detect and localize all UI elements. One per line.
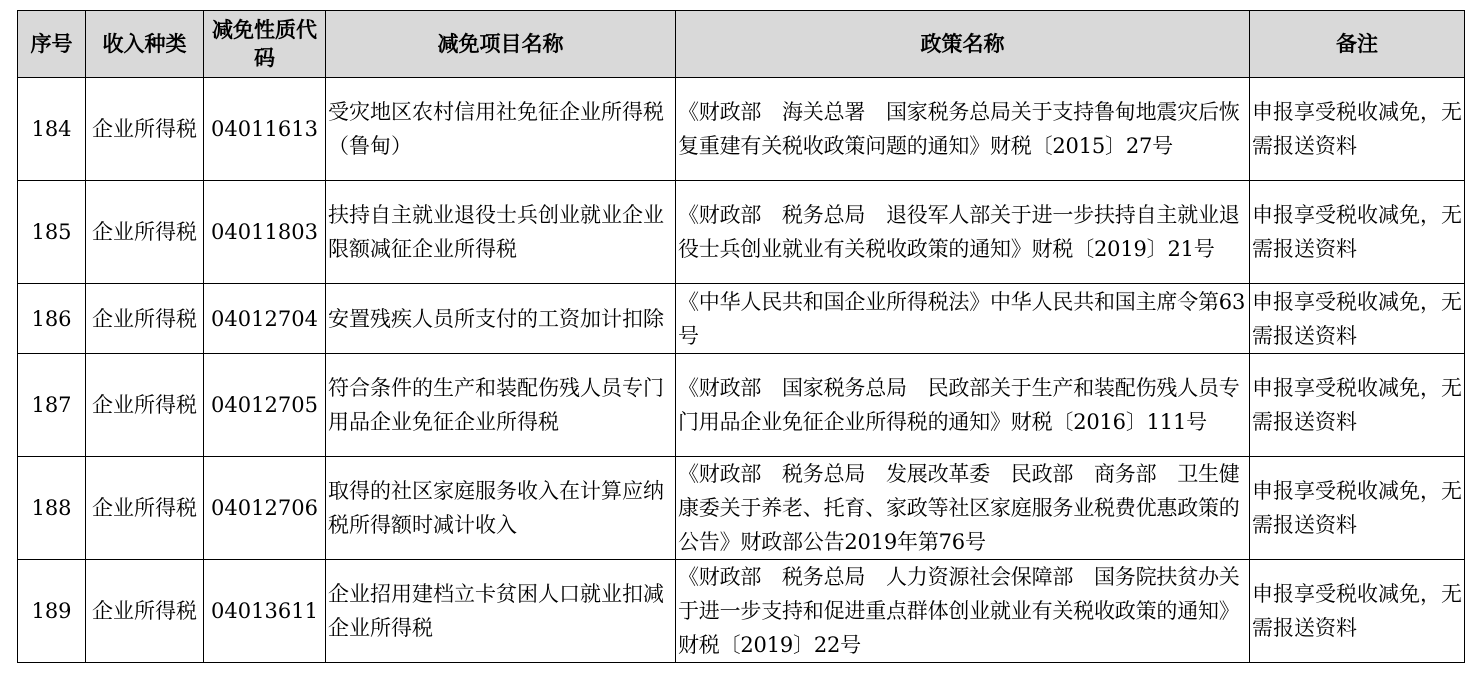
- table-row: [18, 78, 1465, 181]
- table-row: [18, 354, 1465, 457]
- tax-relief-table: [17, 10, 1465, 663]
- cell-code: 04013611: [204, 560, 326, 663]
- header-code: 减免性质代码: [204, 11, 326, 78]
- table-row: [18, 457, 1465, 560]
- cell-income-type: 企业所得税: [86, 457, 204, 560]
- table-row: [18, 181, 1465, 284]
- cell-remarks: 申报享受税收减免，无需报送资料: [1250, 457, 1465, 560]
- cell-policy-name: 《财政部 税务总局 人力资源社会保障部 国务院扶贫办关于进一步支持和促进重点群体创业就业有关税收政策的通知》财税〔2019〕22号: [676, 560, 1250, 663]
- cell-item-name: 符合条件的生产和装配伤残人员专门用品企业免征企业所得税: [326, 354, 676, 457]
- header-income-type: 收入种类: [86, 11, 204, 78]
- cell-income-type: 企业所得税: [86, 354, 204, 457]
- table-header: [18, 11, 1465, 78]
- cell-policy-name: 《财政部 税务总局 退役军人部关于进一步扶持自主就业退役士兵创业就业有关税收政策的通知》财税〔2019〕21号: [676, 181, 1250, 284]
- cell-policy-name: 《中华人民共和国企业所得税法》中华人民共和国主席令第63号: [676, 284, 1250, 354]
- cell-remarks: 申报享受税收减免，无需报送资料: [1250, 78, 1465, 181]
- cell-seq: 184: [18, 78, 86, 181]
- cell-item-name: 受灾地区农村信用社免征企业所得税（鲁甸）: [326, 78, 676, 181]
- cell-code: 04012704: [204, 284, 326, 354]
- cell-item-name: 企业招用建档立卡贫困人口就业扣减企业所得税: [326, 560, 676, 663]
- cell-policy-name: 《财政部 税务总局 发展改革委 民政部 商务部 卫生健康委关于养老、托育、家政等社区家庭服务业税费优惠政策的公告》财政部公告2019年第76号: [676, 457, 1250, 560]
- cell-seq: 185: [18, 181, 86, 284]
- header-row: [18, 11, 1465, 78]
- cell-remarks: 申报享受税收减免，无需报送资料: [1250, 181, 1465, 284]
- header-remarks: 备注: [1250, 11, 1465, 78]
- cell-remarks: 申报享受税收减免，无需报送资料: [1250, 354, 1465, 457]
- cell-income-type: 企业所得税: [86, 284, 204, 354]
- cell-income-type: 企业所得税: [86, 78, 204, 181]
- cell-remarks: 申报享受税收减免，无需报送资料: [1250, 560, 1465, 663]
- table-row: [18, 560, 1465, 663]
- cell-seq: 186: [18, 284, 86, 354]
- cell-income-type: 企业所得税: [86, 560, 204, 663]
- header-seq: 序号: [18, 11, 86, 78]
- cell-income-type: 企业所得税: [86, 181, 204, 284]
- cell-item-name: 安置残疾人员所支付的工资加计扣除: [326, 284, 676, 354]
- cell-code: 04012706: [204, 457, 326, 560]
- cell-seq: 188: [18, 457, 86, 560]
- cell-code: 04011803: [204, 181, 326, 284]
- cell-item-name: 扶持自主就业退役士兵创业就业企业限额减征企业所得税: [326, 181, 676, 284]
- cell-code: 04012705: [204, 354, 326, 457]
- cell-remarks: 申报享受税收减免，无需报送资料: [1250, 284, 1465, 354]
- table-row: [18, 284, 1465, 354]
- cell-seq: 187: [18, 354, 86, 457]
- cell-code: 04011613: [204, 78, 326, 181]
- cell-policy-name: 《财政部 海关总署 国家税务总局关于支持鲁甸地震灾后恢复重建有关税收政策问题的通知》财税〔2015〕27号: [676, 78, 1250, 181]
- table-body: [18, 78, 1465, 663]
- header-policy-name: 政策名称: [676, 11, 1250, 78]
- cell-item-name: 取得的社区家庭服务收入在计算应纳税所得额时减计收入: [326, 457, 676, 560]
- cell-policy-name: 《财政部 国家税务总局 民政部关于生产和装配伤残人员专门用品企业免征企业所得税的通知》财税〔2016〕111号: [676, 354, 1250, 457]
- cell-seq: 189: [18, 560, 86, 663]
- header-item-name: 减免项目名称: [326, 11, 676, 78]
